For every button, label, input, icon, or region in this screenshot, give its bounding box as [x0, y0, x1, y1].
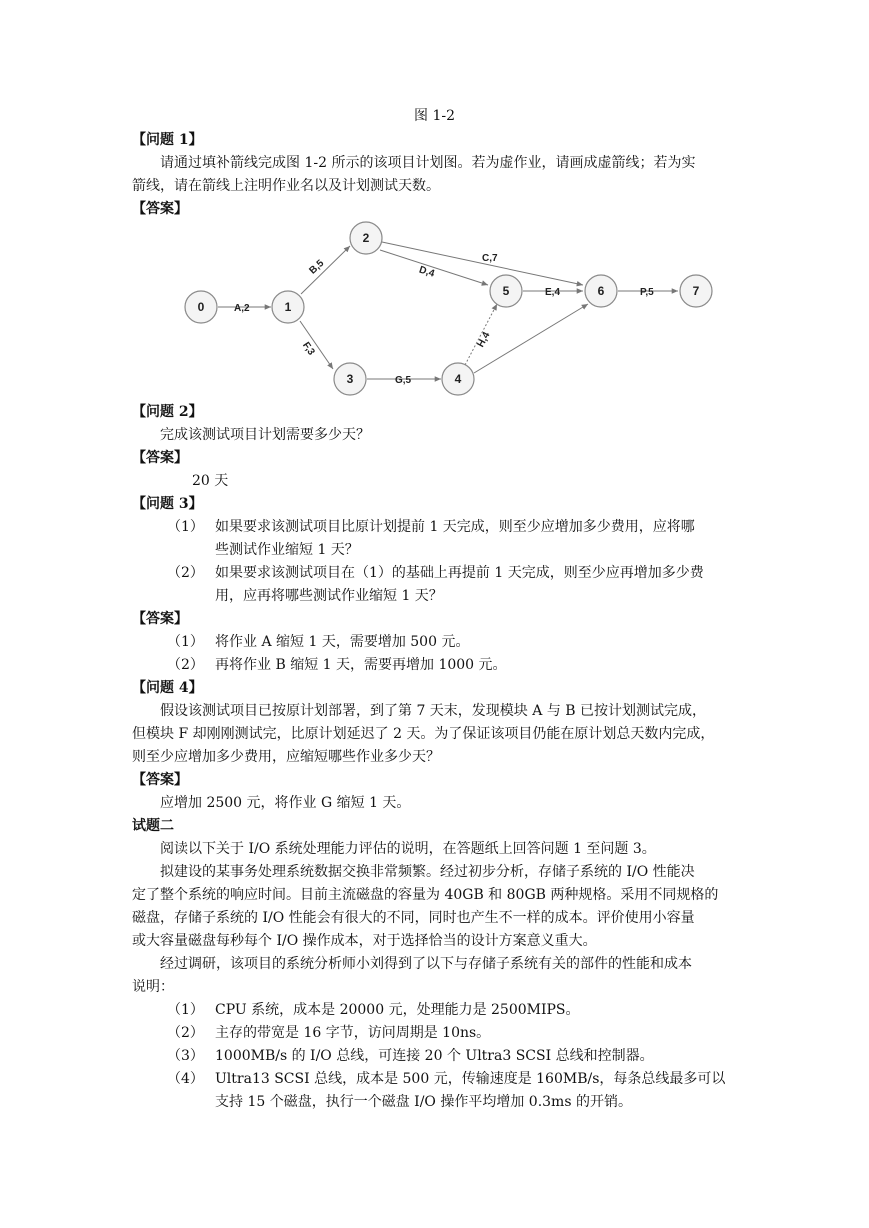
question-4-answer-label: 【答案】 [132, 772, 188, 788]
node-1 [272, 291, 304, 323]
question-3-item-1-line-1: 如果要求该测试项目比原计划提前 1 天完成，则至少应增加多少费用，应将哪 [215, 519, 695, 535]
edge-label-d: D,4 [417, 264, 436, 280]
svg-text:6: 6 [597, 284, 605, 298]
spec-item-1-number: （1） [167, 1002, 204, 1018]
project-network-diagram [170, 218, 730, 402]
edge-label-c: C,7 [482, 253, 498, 264]
svg-text:5: 5 [502, 284, 510, 298]
question-3-item-2-line-1: 如果要求该测试项目在（1）的基础上再提前 1 天完成，则至少应再增加多少费 [215, 565, 704, 581]
spec-item-4-text-line-2: 支持 15 个磁盘，执行一个磁盘 I/O 操作平均增加 0.3ms 的开销。 [215, 1094, 632, 1110]
edge-label-b: B,5 [307, 257, 327, 277]
spec-item-3-text: 1000MB/s 的 I/O 总线，可连接 20 个 Ultra3 SCSI 总线和控制器。 [215, 1048, 654, 1064]
edge-label-h: H,4 [475, 330, 493, 350]
section-2-paragraph-3-line-1: 经过调研，该项目的系统分析师小刘得到了以下与存储子系统有关的部件的性能和成本 [160, 956, 692, 972]
question-4-answer: 应增加 2500 元，将作业 G 缩短 1 天。 [160, 795, 411, 811]
spec-item-4-number: （4） [167, 1071, 204, 1087]
node-6 [585, 275, 617, 307]
svg-text:4: 4 [454, 372, 462, 386]
section-2-paragraph-2-line-4: 或大容量磁盘每秒每个 I/O 操作成本，对于选择恰当的设计方案意义重大。 [132, 933, 597, 949]
question-1-text-line-1: 请通过填补箭线完成图 1-2 所示的该项目计划图。若为虚作业，请画成虚箭线；若为实 [160, 155, 696, 171]
section-2-paragraph-3-line-2: 说明： [132, 979, 174, 995]
question-2-text: 完成该测试项目计划需要多少天？ [160, 427, 370, 443]
question-4-line-2: 但模块 F 却刚刚测试完，比原计划延迟了 2 天。为了保证该项目仍能在原计划总天数内完成， [132, 726, 715, 742]
question-4-title: 【问题 4】 [132, 680, 203, 696]
svg-text:0: 0 [197, 300, 205, 314]
spec-item-4-text-line-1: Ultra13 SCSI 总线，成本是 500 元，传输速度是 160MB/s，每条总线最多可以 [215, 1071, 726, 1087]
edge-label-p: P,5 [640, 287, 654, 298]
node-7 [680, 275, 712, 307]
question-2-answer: 20 天 [192, 473, 229, 489]
svg-text:3: 3 [346, 372, 354, 386]
question-1-title: 【问题 1】 [132, 132, 203, 148]
edge-2-5 [380, 250, 488, 285]
section-2-paragraph-2-line-1: 拟建设的某事务处理系统数据交换非常频繁。经过初步分析，存储子系统的 I/O 性能决 [160, 864, 695, 880]
question-3-item-1-line-2: 些测试作业缩短 1 天？ [215, 542, 359, 558]
question-4-line-3: 则至少应增加多少费用，应缩短哪些作业多少天？ [132, 749, 440, 765]
question-3-title: 【问题 3】 [132, 496, 203, 512]
edge-label-f: F,3 [300, 340, 317, 358]
node-3 [334, 363, 366, 395]
question-3-answer-2-number: （2） [167, 657, 204, 673]
node-0 [185, 291, 217, 323]
svg-text:7: 7 [692, 284, 700, 298]
section-2-paragraph-1: 阅读以下关于 I/O 系统处理能力评估的说明，在答题纸上回答问题 1 至问题 3。 [160, 841, 656, 857]
section-2-paragraph-2-line-2: 定了整个系统的响应时间。目前主流磁盘的容量为 40GB 和 80GB 两种规格。采用不同规格的 [132, 887, 719, 903]
question-3-answer-1: 将作业 A 缩短 1 天，需要增加 500 元。 [215, 634, 470, 650]
question-3-item-1-number: （1） [167, 519, 204, 535]
edge-label-a: A,2 [234, 303, 250, 314]
svg-text:1: 1 [284, 300, 292, 314]
spec-item-3-number: （3） [167, 1048, 204, 1064]
node-5 [490, 275, 522, 307]
spec-item-2-number: （2） [167, 1025, 204, 1041]
edge-label-e: E,4 [545, 287, 561, 298]
question-4-line-1: 假设该测试项目已按原计划部署，到了第 7 天末，发现模块 A 与 B 已按计划测试完成， [160, 703, 707, 719]
question-3-item-2-line-2: 用，应再将哪些测试作业缩短 1 天？ [215, 588, 443, 604]
question-1-answer-label: 【答案】 [132, 201, 188, 217]
question-3-answer-1-number: （1） [167, 634, 204, 650]
edge-label-g: G,5 [395, 375, 412, 386]
node-4 [442, 363, 474, 395]
question-3-answer-label: 【答案】 [132, 611, 188, 627]
node-2 [350, 222, 382, 254]
section-2-paragraph-2-line-3: 磁盘，存储子系统的 I/O 性能会有很大的不同，同时也产生不一样的成本。评价使用小容量 [132, 910, 695, 926]
question-3-answer-2: 再将作业 B 缩短 1 天，需要再增加 1000 元。 [215, 657, 507, 673]
question-3-item-2-number: （2） [167, 565, 204, 581]
question-1-text-line-2: 箭线，请在箭线上注明作业名以及计划测试天数。 [132, 178, 440, 194]
figure-caption: 图 1-2 [414, 108, 455, 124]
section-2-title: 试题二 [132, 818, 174, 834]
svg-text:2: 2 [362, 231, 370, 245]
question-2-title: 【问题 2】 [132, 404, 203, 420]
spec-item-2-text: 主存的带宽是 16 字节，访问周期是 10ns。 [215, 1025, 491, 1041]
question-2-answer-label: 【答案】 [132, 450, 188, 466]
spec-item-1-text: CPU 系统，成本是 20000 元，处理能力是 2500MIPS。 [215, 1002, 580, 1018]
